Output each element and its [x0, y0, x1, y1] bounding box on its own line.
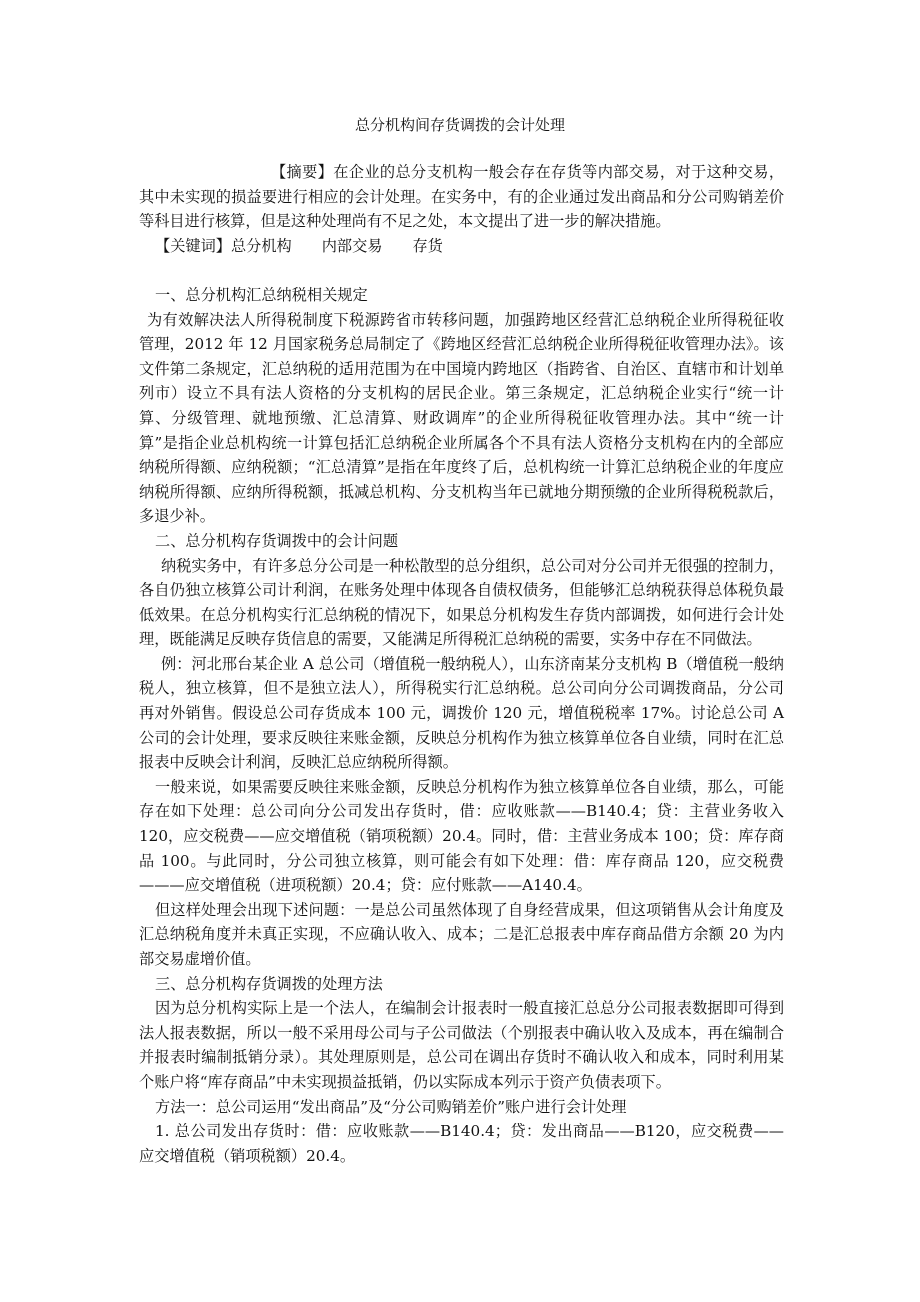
section-3-paragraph: 因为总分机构实际上是一个法人，在编制会计报表时一般直接汇总总分公司报表数据即可得到法人报表数据，所以一般不采用母公司与子公司做法（个别报表中确认收入及成本，再在编制合并报表时编制抵销分录）。其处理原则是，总公司在调出存货时不确认收入和成本，同时利用某个账户将“库存商品”中未实现损益抵销，仍以实际成本列示于资产负债表项下。 — [139, 999, 784, 1091]
section-3-method-heading: 方法一：总公司运用“发出商品”及“分公司购销差价”账户进行会计处理 — [155, 1097, 627, 1116]
section-2-example-paragraph: 例：河北邢台某企业 A 总公司（增值税一般纳税人），山东济南某分支机构 B（增值税一般纳税人，独立核算，但不是独立法人），所得税实行汇总纳税。总公司向分公司调拨商品，分公司再对外销售。假设总公司存货成本 100 元，调拨价 120 元，增值税税率 17%。讨论总公司 A 公司的会计处理，要求反映往来账金额，反映总分机构作为独立核算单位各自业绩，同时在汇总报表中反映会计利润，反映汇总应纳税所得额。 — [139, 654, 784, 772]
keywords-line — [139, 234, 784, 259]
keyword-item: 存货 — [412, 236, 443, 255]
document-body — [139, 160, 784, 1168]
keyword-item: 总分机构 — [230, 236, 292, 255]
keyword-item: 内部交易 — [321, 236, 383, 255]
section-3-step-paragraph: 1. 总公司发出存货时：借：应收账款——B140.4；贷：发出商品——B120，应交税费——应交增值税（销项税额）20.4。 — [139, 1122, 784, 1165]
keywords-label: 【关键词】 — [155, 236, 231, 255]
abstract-paragraph: 【摘要】在企业的总分支机构一般会存在存货等内部交易，对于这种交易，其中未实现的损益要进行相应的会计处理。在实务中，有的企业通过发出商品和分公司购销差价等科目进行核算，但是这种处理尚有不足之处，本文提出了进一步的解决措施。 — [139, 163, 784, 231]
section-heading-1: 一、总分机构汇总纳税相关规定 — [155, 285, 368, 304]
section-2-paragraph: 一般来说，如果需要反映往来账金额，反映总分机构作为独立核算单位各自业绩，那么，可能存在如下处理：总公司向分公司发出存货时，借：应收账款——B140.4；贷：主营业务收入 120，应交税费——应交增值税（销项税额）20.4。同时，借：主营业务成本 100；贷：库存商品 100。与此同时，分公司独立核算，则可能会有如下处理：借：库存商品 120，应交税费———应交增值税（进项税额）20.4；贷：应付账款——A140.4。 — [139, 777, 784, 895]
blank-line — [139, 258, 784, 283]
section-2-paragraph: 纳税实务中，有许多总分公司是一种松散型的总分组织，总公司对分公司并无很强的控制力，各自仍独立核算公司计利润，在账务处理中体现各自债权债务，但能够汇总纳税获得总体税负最低效果。在总分机构实行汇总纳税的情况下，如果总分机构发生存货内部调拨，如何进行会计处理，既能满足反映存货信息的需要，又能满足所得税汇总纳税的需要，实务中存在不同做法。 — [139, 556, 784, 649]
section-heading-2: 二、总分机构存货调拨中的会计问题 — [155, 531, 398, 550]
section-1-paragraph: 为有效解决法人所得税制度下税源跨省市转移问题，加强跨地区经营汇总纳税企业所得税征收管理，2012 年 12 月国家税务总局制定了《跨地区经营汇总纳税企业所得税征收管理办法》。该文件第二条规定，汇总纳税的适用范围为在中国境内跨地区（指跨省、自治区、直辖市和计划单列市）设立不具有法人资格的分支机构的居民企业。第三条规定，汇总纳税企业实行“统一计算、分级管理、就地预缴、汇总清算、财政调库”的企业所得税征收管理办法。其中“统一计算”是指企业总机构统一计算包括汇总纳税企业所属各个不具有法人资格分支机构在内的全部应纳税所得额、应纳税额；“汇总清算”是指在年度终了后，总机构统一计算汇总纳税企业的年度应纳税所得额、应纳所得税额，抵减总机构、分支机构当年已就地分期预缴的企业所得税税款后，多退少补。 — [139, 310, 784, 526]
section-2-paragraph: 但这样处理会出现下述问题：一是总公司虽然体现了自身经营成果，但这项销售从会计角度及汇总纳税角度并未真正实现，不应确认收入、成本；二是汇总报表中库存商品借方余额 20 为内部交易虚增价值。 — [139, 900, 784, 968]
section-heading-3: 三、总分机构存货调拨的处理方法 — [155, 974, 383, 993]
document-title: 总分机构间存货调拨的会计处理 — [354, 116, 565, 134]
